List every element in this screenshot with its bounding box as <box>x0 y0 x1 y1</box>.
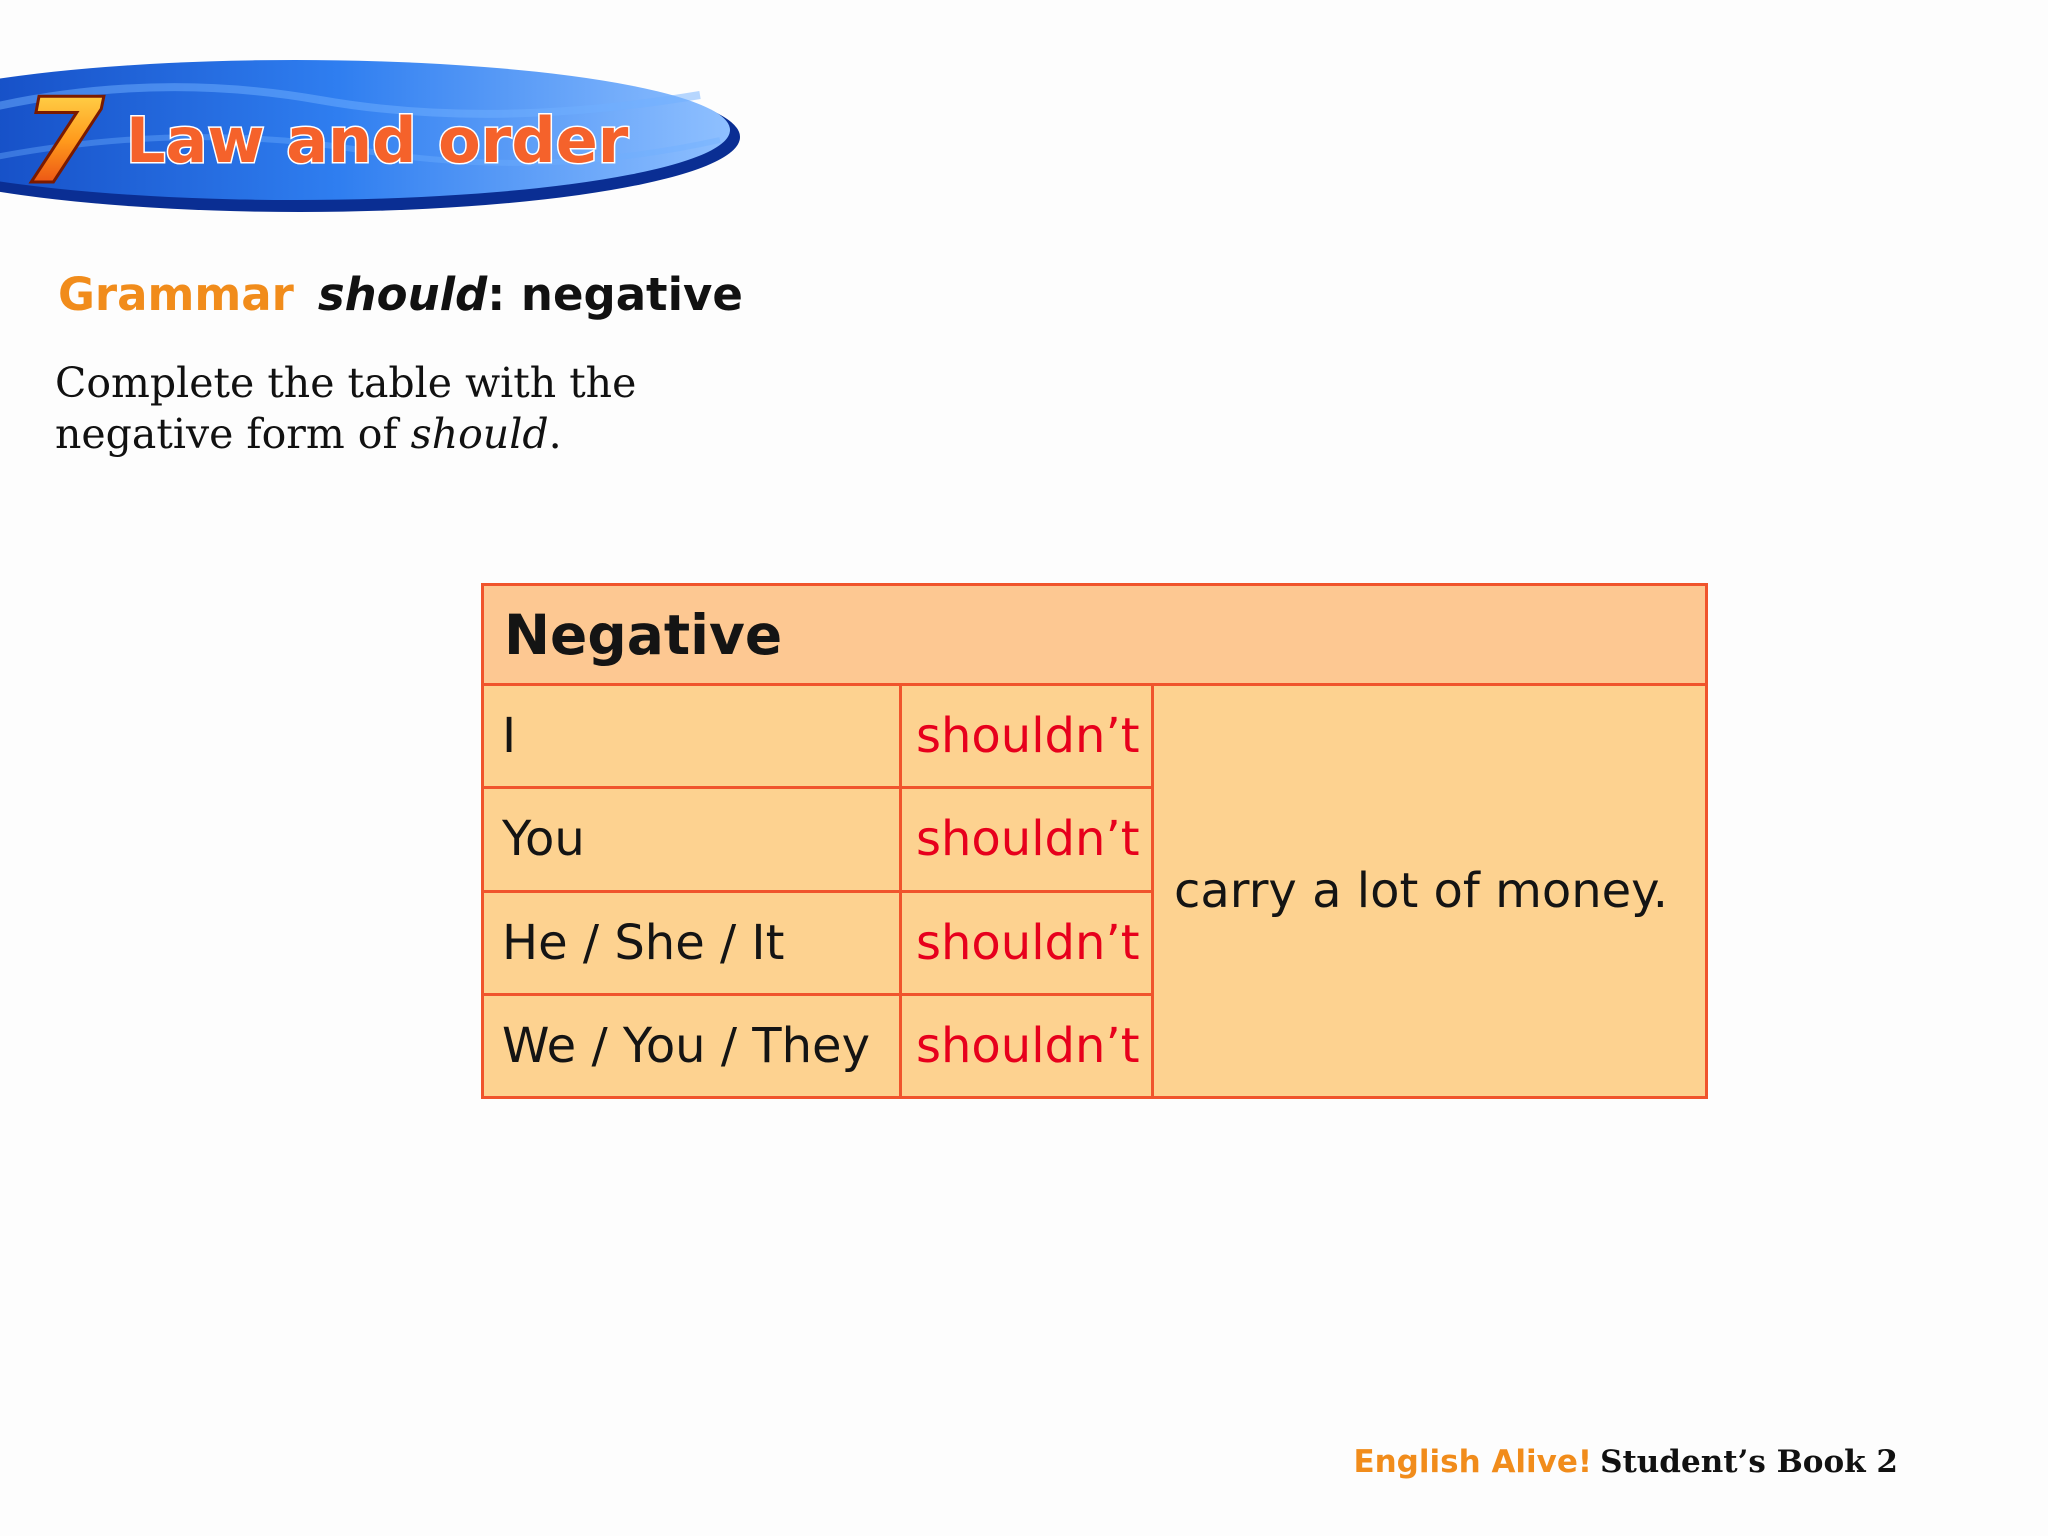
unit-title: Law and order <box>126 104 629 177</box>
instructions <box>55 358 636 460</box>
banner-graphic <box>0 0 760 230</box>
instructions-line-2-suffix: . <box>548 410 562 458</box>
verb-cell: shouldn’t <box>901 788 1153 891</box>
complement-cell: carry a lot of money. <box>1153 685 1707 1098</box>
footer <box>1353 1444 1898 1480</box>
verb-cell: shouldn’t <box>901 994 1153 1097</box>
unit-number: 7 <box>22 72 105 210</box>
table-header: Negative <box>483 585 1707 685</box>
subject-cell: You <box>483 788 901 891</box>
verb-cell: shouldn’t <box>901 685 1153 788</box>
instructions-keyword: should <box>410 410 549 458</box>
footer-brand: English Alive! <box>1353 1444 1593 1480</box>
verb-cell: shouldn’t <box>901 891 1153 994</box>
grammar-label: Grammar <box>58 268 294 321</box>
grammar-topic-rest: : negative <box>487 268 743 321</box>
footer-book-title: Student’s Book 2 <box>1600 1444 1898 1480</box>
grammar-topic-word: should <box>317 268 488 321</box>
table-row <box>483 685 1707 788</box>
instructions-line-1: Complete the table with the <box>55 359 637 407</box>
subject-cell: He / She / It <box>483 891 901 994</box>
grammar-heading <box>58 268 743 321</box>
unit-banner <box>0 0 760 230</box>
negative-table <box>481 583 1708 1099</box>
instructions-line-2-prefix: negative form of <box>55 410 411 458</box>
table-header-row <box>483 585 1707 685</box>
subject-cell: I <box>483 685 901 788</box>
subject-cell: We / You / They <box>483 994 901 1097</box>
grammar-topic <box>318 268 743 321</box>
instructions-line-2 <box>55 409 636 460</box>
